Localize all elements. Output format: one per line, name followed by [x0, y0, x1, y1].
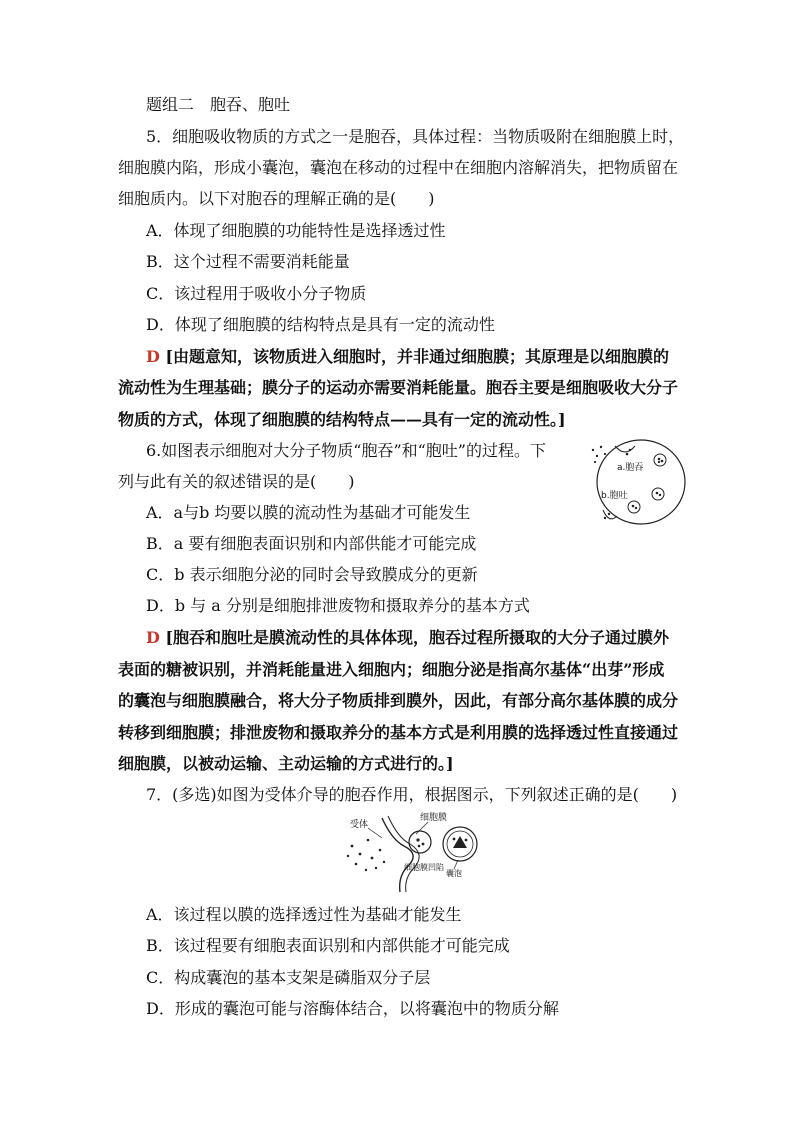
q7-option-b: B．该过程要有细胞表面识别和内部供能才可能完成 [146, 936, 510, 955]
q5-explanation-3: 物质的方式，体现了细胞膜的结构特点——具有一定的流动性。] [118, 410, 566, 429]
q6-stem-line-1: 6.如图表示细胞对大分子物质“胞吞”和“胞吐”的过程。下 [146, 441, 546, 460]
vesicle-b-2 [628, 501, 640, 513]
q5-option-d: D．体现了细胞膜的结构特点是具有一定的流动性 [146, 315, 495, 334]
vesicle-b-1 [652, 488, 664, 500]
q5-answer-line-1 [146, 347, 669, 367]
label-receptor: 受体 [350, 820, 369, 830]
q6-explanation-2: 表面的糖被识别，并消耗能量进入细胞内；细胞分泌是指高尔基体“出芽”形成 [118, 660, 665, 679]
q7-stem: 7．(多选)如图为受体介导的胞吞作用，根据图示，下列叙述正确的是( ) [146, 785, 678, 804]
label-membrane: 细胞膜 [420, 813, 448, 823]
q5-explanation-2: 流动性为生理基础；膜分子的运动亦需要消耗能量。胞吞主要是细胞吸收大分子 [118, 378, 679, 397]
q5-explanation-1: [由题意知，该物质进入细胞时，并非通过细胞膜；其原理是以细胞膜的 [165, 347, 670, 366]
q5-answer: D [146, 347, 160, 366]
q6-explanation-5: 细胞膜，以被动运输、主动运输的方式进行的。] [118, 754, 454, 773]
q6-stem-line-2: 列与此有关的叙述错误的是( ) [118, 472, 355, 491]
q5-option-c: C．该过程用于吸收小分子物质 [146, 284, 367, 303]
q6-option-c: C．b 表示细胞分泌的同时会导致膜成分的更新 [146, 565, 478, 584]
q5-option-a: A．体现了细胞膜的功能特性是选择透过性 [146, 221, 446, 240]
q6-answer: D [146, 628, 160, 647]
endocytosis-pocket [615, 446, 635, 452]
q6-explanation-1: [胞吞和胞吐是膜流动性的具体体现，胞吞过程所摄取的大分子通过膜外 [165, 628, 670, 647]
q6-option-b: B．a 要有细胞表面识别和内部供能才可能完成 [146, 534, 477, 553]
label-b: b.胞吐 [601, 491, 628, 501]
q5-stem-line-3: 细胞质内。以下对胞吞的理解正确的是( ) [118, 189, 435, 208]
q7-option-d: D．形成的囊泡可能与溶酶体结合，以将囊泡中的物质分解 [146, 999, 559, 1018]
q6-explanation-4: 转移到细胞膜；排泄废物和摄取养分的基本方式是利用膜的选择透过性直接通过 [118, 723, 679, 742]
q7-option-c: C．构成囊泡的基本支架是磷脂双分子层 [146, 968, 431, 987]
coated-pit [409, 831, 431, 853]
label-invagination: 细胞膜凹陷 [404, 863, 444, 872]
label-vesicle: 囊泡 [446, 869, 462, 878]
q5-stem-line-2: 细胞膜内陷，形成小囊泡，囊泡在移动的过程中在细胞内溶解消失，把物质留在 [118, 158, 679, 177]
section-title: 题组二 胞吞、胞吐 [146, 95, 291, 114]
vesicle-a [654, 454, 666, 466]
membrane-curve [382, 818, 413, 892]
q7-option-a: A．该过程以膜的选择透过性为基础才能发生 [146, 905, 462, 924]
q6-option-a: A．a与b 均要以膜的流动性为基础才可能发生 [146, 503, 471, 522]
q6-answer-line-1 [146, 628, 669, 648]
label-a: a.胞吞 [617, 463, 644, 473]
q5-option-b: B．这个过程不需要消耗能量 [146, 252, 350, 271]
cell-membrane-outline [597, 440, 685, 524]
q5-stem-line-1: 5．细胞吸收物质的方式之一是胞吞，具体过程：当物质吸附在细胞膜上时， [146, 127, 685, 146]
q7-endocytosis-figure [342, 810, 492, 892]
q6-explanation-3: 的囊泡与细胞膜融合，将大分子物质排到膜外，因此，有部分高尔基体膜的成分 [118, 691, 679, 710]
q6-cell-figure [585, 432, 689, 528]
q6-option-d: D．b 与 a 分别是细胞排泄废物和摄取养分的基本方式 [146, 596, 530, 615]
